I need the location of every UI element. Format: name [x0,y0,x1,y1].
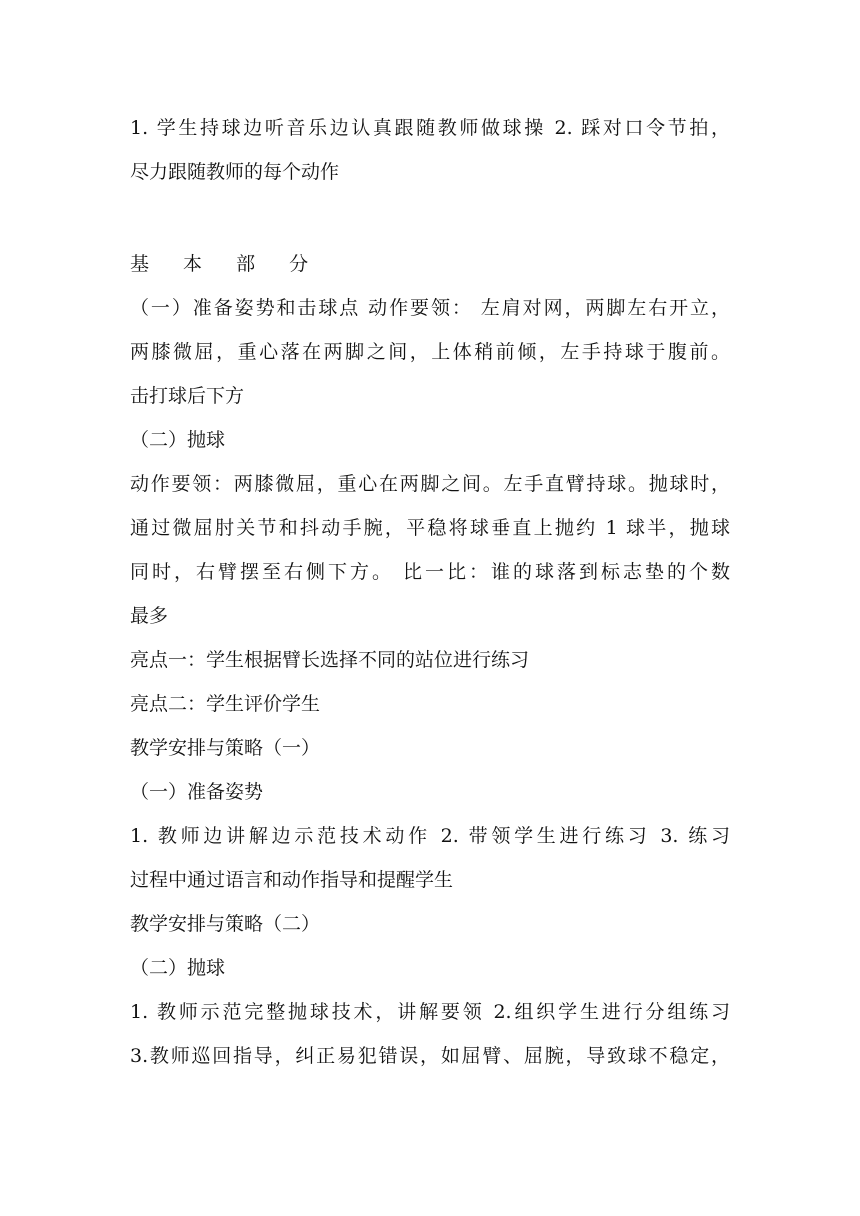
strategy1-title: 教学安排与策略（一） [130,737,321,759]
part1-line-3: 击打球后下方 [130,385,245,407]
part2-line-2: 通过微屈肘关节和抖动手腕，平稳将球垂直上抛约 1 球半，抛球 [130,517,730,539]
part1-line-2: 两膝微屈，重心落在两脚之间，上体稍前倾，左手持球于腹前。 [130,341,730,363]
strategy2-title: 教学安排与策略（二） [130,913,321,935]
strategy2-subtitle: （二）抛球 [130,957,226,979]
highlight-1: 亮点一：学生根据臂长选择不同的站位进行练习 [130,649,530,671]
section-title: 基 本 部 分 [130,253,323,275]
intro-line-2: 尽力跟随教师的每个动作 [130,161,340,183]
part2-line-1: 动作要领：两膝微屈，重心在两脚之间。左手直臂持球。抛球时， [130,473,730,495]
strategy1-line-1: 1. 教师边讲解边示范技术动作 2. 带领学生进行练习 3. 练习 [130,825,730,847]
intro-line-1: 1. 学生持球边听音乐边认真跟随教师做球操 2. 踩对口令节拍， [130,117,730,139]
strategy2-line-1: 1. 教师示范完整抛球技术，讲解要领 2.组织学生进行分组练习 [130,1001,730,1023]
strategy2-line-2: 3.教师巡回指导，纠正易犯错误，如屈臂、屈腕，导致球不稳定， [130,1045,730,1067]
highlight-2: 亮点二：学生评价学生 [130,693,321,715]
part2-line-4: 最多 [130,605,169,627]
part2-line-3: 同时，右臂摆至右侧下方。 比一比：谁的球落到标志垫的个数 [130,561,730,583]
part1-line-1: （一）准备姿势和击球点 动作要领： 左肩对网，两脚左右开立， [130,297,730,319]
document-page [130,106,730,1078]
strategy1-line-2: 过程中通过语言和动作指导和提醒学生 [130,869,454,891]
paragraph-gap [130,194,730,242]
strategy1-subtitle: （一）准备姿势 [130,781,264,803]
part2-title: （二）抛球 [130,429,226,451]
